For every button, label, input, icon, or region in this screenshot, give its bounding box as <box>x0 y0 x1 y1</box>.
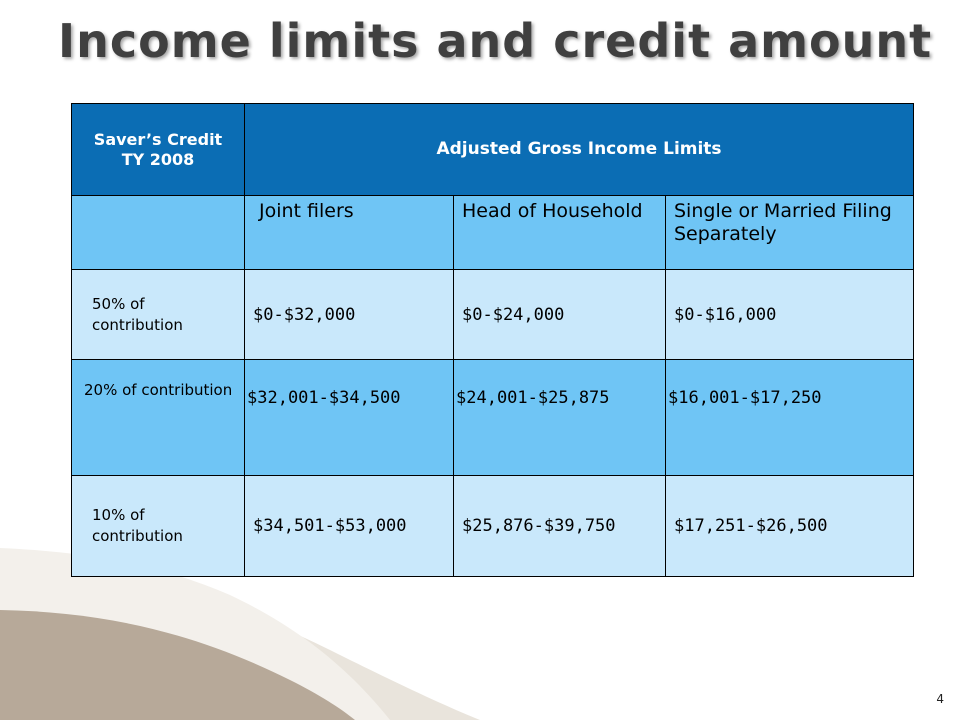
table-header-row <box>72 104 914 196</box>
row-label: 20% of contribution <box>72 360 245 476</box>
row-label: 10% of contribution <box>72 476 245 577</box>
cell-joint: $34,501-$53,000 <box>245 476 454 577</box>
table-row <box>72 476 914 577</box>
subheader-empty-cell <box>72 196 245 270</box>
cell-hoh: $0-$24,000 <box>454 270 666 360</box>
income-limits-table <box>71 103 914 577</box>
subheader-joint-filers: Joint filers <box>245 196 454 270</box>
page-number: 4 <box>936 692 944 706</box>
header-agi-limits: Adjusted Gross Income Limits <box>245 104 914 196</box>
table-row <box>72 360 914 476</box>
cell-joint: $0-$32,000 <box>245 270 454 360</box>
cell-hoh: $25,876-$39,750 <box>454 476 666 577</box>
table-subheader-row <box>72 196 914 270</box>
header-savers-credit: Saver’s Credit TY 2008 <box>72 104 245 196</box>
subheader-head-of-household: Head of Household <box>454 196 666 270</box>
cell-single: $0-$16,000 <box>666 270 914 360</box>
cell-single: $17,251-$26,500 <box>666 476 914 577</box>
row-label: 50% of contribution <box>72 270 245 360</box>
cell-joint: $32,001-$34,500 <box>245 360 454 476</box>
subheader-single-or-mfs: Single or Married Filing Separately <box>666 196 914 270</box>
cell-hoh: $24,001-$25,875 <box>454 360 666 476</box>
cell-single: $16,001-$17,250 <box>666 360 914 476</box>
table-row <box>72 270 914 360</box>
slide-title: Income limits and credit amount <box>58 14 933 68</box>
